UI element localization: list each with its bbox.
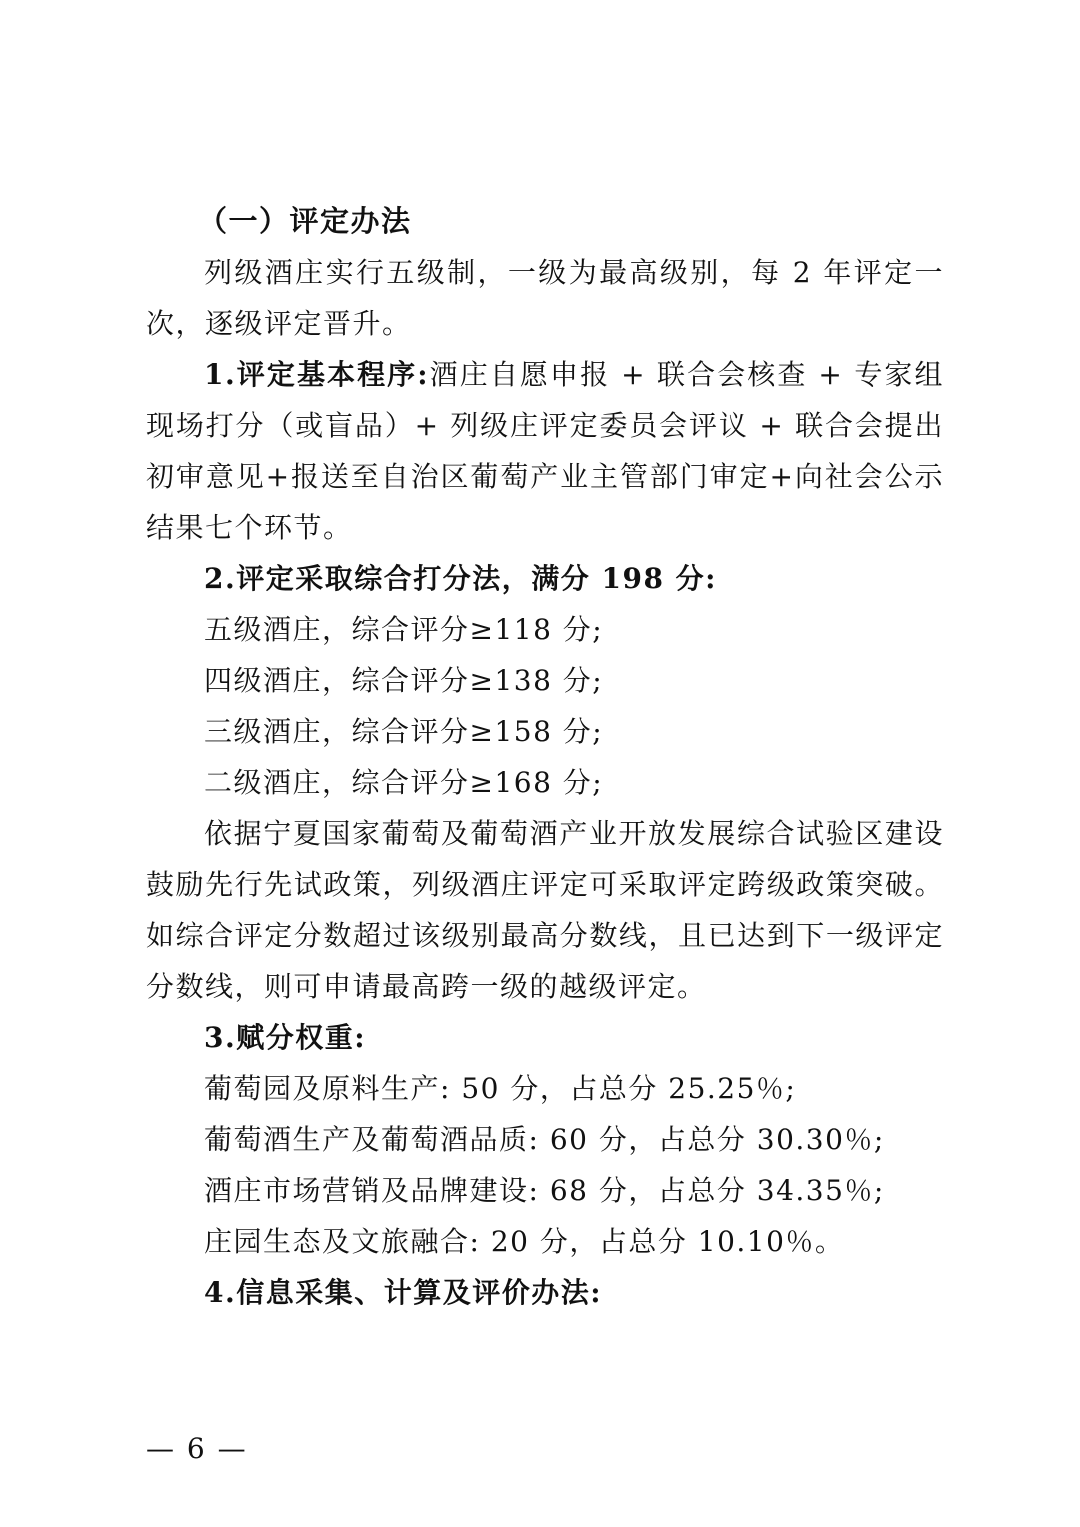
level-2-threshold: 二级酒庄，综合评分≥168 分;	[204, 766, 604, 799]
procedure-paragraph	[146, 349, 944, 553]
section-heading: （一）评定办法	[198, 204, 412, 238]
procedure-text: 酒庄自愿申报 + 联合会核查 + 专家组现场打分（或盲品）+ 列级庄评定委员会评议 + 联合会提出初审意见+报送至自治区葡萄产业主管部门审定+向社会公示结果七个环节。	[146, 358, 944, 544]
intro-paragraph: 列级酒庄实行五级制，一级为最高级别，每 2 年评定一次，逐级评定晋升。	[146, 256, 944, 340]
weight-wine-production: 葡萄酒生产及葡萄酒品质: 60 分，占总分 30.30％;	[204, 1123, 885, 1156]
page-number: — 6 —	[146, 1432, 248, 1465]
policy-paragraph: 依据宁夏国家葡萄及葡萄酒产业开放发展综合试验区建设鼓励先行先试政策，列级酒庄评定可采取评定跨级政策突破。如综合评定分数超过该级别最高分数线，且已达到下一级评定分数线，则可申请最高跨一级的越级评定。	[146, 817, 944, 1003]
level-5-threshold: 五级酒庄，综合评分≥118 分;	[204, 613, 604, 646]
weights-label: 3.赋分权重:	[204, 1021, 367, 1054]
level-3-threshold: 三级酒庄，综合评分≥158 分;	[204, 715, 604, 748]
level-4-threshold: 四级酒庄，综合评分≥138 分;	[204, 664, 604, 697]
scoring-method-label: 2.评定采取综合打分法，满分 198 分:	[204, 562, 718, 595]
procedure-label: 1.评定基本程序:	[204, 358, 430, 391]
weight-vineyard: 葡萄园及原料生产: 50 分，占总分 25.25％;	[204, 1072, 797, 1105]
weight-marketing: 酒庄市场营销及品牌建设: 68 分，占总分 34.35％;	[204, 1174, 885, 1207]
evaluation-method-label: 4.信息采集、计算及评价办法:	[204, 1276, 603, 1309]
document-body	[146, 196, 944, 1318]
weight-ecology-tourism: 庄园生态及文旅融合: 20 分，占总分 10.10％。	[204, 1225, 845, 1258]
